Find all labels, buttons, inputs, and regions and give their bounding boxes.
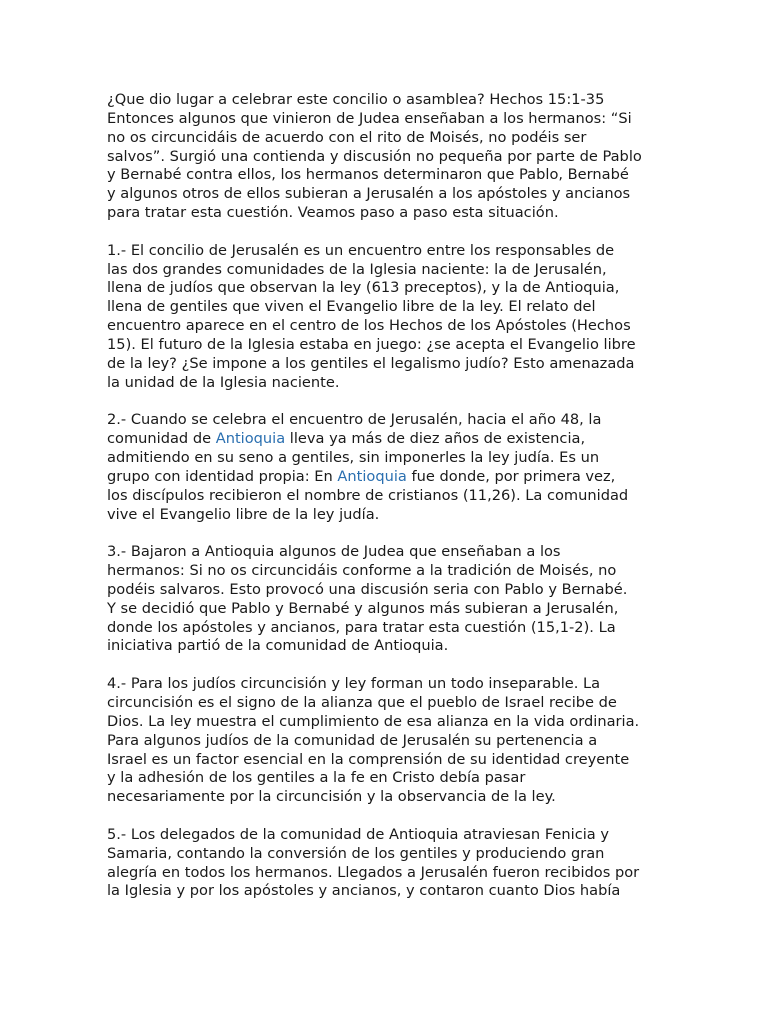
paragraph-3: 3.- Bajaron a Antioquia algunos de Judea que enseñaban a los hermanos: Si no os circuncidáis conforme a la tradición de Moisés, no podéis salvaros. Esto provocó una discusión seria con Pablo y Bernabé. Y se decidió que Pablo y Bernabé y algunos más subieran a Jerusalén, donde los apóstoles y ancianos, para tratar esta cuestión (15,1-2). La iniciativa partió de la comunidad de Antioquia. — [107, 543, 628, 655]
antioquia-link-2[interactable]: Antioquia — [337, 467, 407, 485]
paragraph-2 — [107, 411, 667, 524]
paragraph-5: 5.- Los delegados de la comunidad de Antioquia atraviesan Fenicia y Samaria, contando la conversión de los gentiles y produciendo gran alegría en todos los hermanos. Llegados a Jerusalén fueron recibidos por la Iglesia y por los apóstoles y ancianos, y contaron cuanto Dios había — [107, 825, 640, 900]
paragraph-4: 4.- Para los judíos circuncisión y ley forman un todo inseparable. La circuncisión es el signo de la alianza que el pueblo de Israel recibe de Dios. La ley muestra el cumplimiento de esa alianza en la vida ordinaria. Para algunos judíos de la comunidad de Jerusalén su pertenencia a Israel es un factor esencial en la comprensión de su identidad creyente y la adhesión de los gentiles a la fe en Cristo debía pasar necesariamente por la circuncisión y la observancia de la ley. — [107, 675, 640, 806]
intro-paragraph: ¿Que dio lugar a celebrar este concilio o asamblea? Hechos 15:1-35 Entonces algunos que vinieron de Judea enseñaban a los hermanos: “Si no os circuncidáis de acuerdo con el rito de Moisés, no podéis ser salvos”. Surgió una contienda y discusión no pequeña por parte de Pablo y Bernabé contra ellos, los hermanos determinaron que Pablo, Bernabé y algunos otros de ellos subieran a Jerusalén a los apóstoles y ancianos para tratar esta cuestión. Veamos paso a paso esta situación. — [107, 91, 642, 222]
document-page — [107, 91, 667, 920]
antioquia-link-1[interactable]: Antioquia — [215, 430, 286, 448]
paragraph-1: 1.- El concilio de Jerusalén es un encuentro entre los responsables de las dos grandes comunidades de la Iglesia naciente: la de Jerusalén, llena de judíos que observan la ley (613 preceptos), y la de Antioquia, llena de gentiles que viven el Evangelio libre de la ley. El relato del encuentro aparece en el centro de los Hechos de los Apóstoles (Hechos 15). El futuro de la Iglesia estaba en juego: ¿se acepta el Evangelio libre de la ley? ¿Se impone a los gentiles el legalismo judío? Esto amenazada la unidad de la Iglesia naciente. — [107, 241, 636, 391]
paragraph-2-text-2: lleva ya más de diez años de existencia, admitiendo en su seno a gentiles, sin imponerles la ley judía. Es un grupo con identidad propia: En — [107, 430, 600, 485]
paragraph-2-text-1: 2.- Cuando se celebra el encuentro de Jerusalén, hacia el año 48, la comunidad de — [107, 411, 602, 448]
paragraph-2-text-3: fue donde, por primera vez, los discípulos recibieron el nombre de cristianos (11,26). La comunidad vive el Evangelio libre de la ley judía. — [107, 467, 629, 523]
